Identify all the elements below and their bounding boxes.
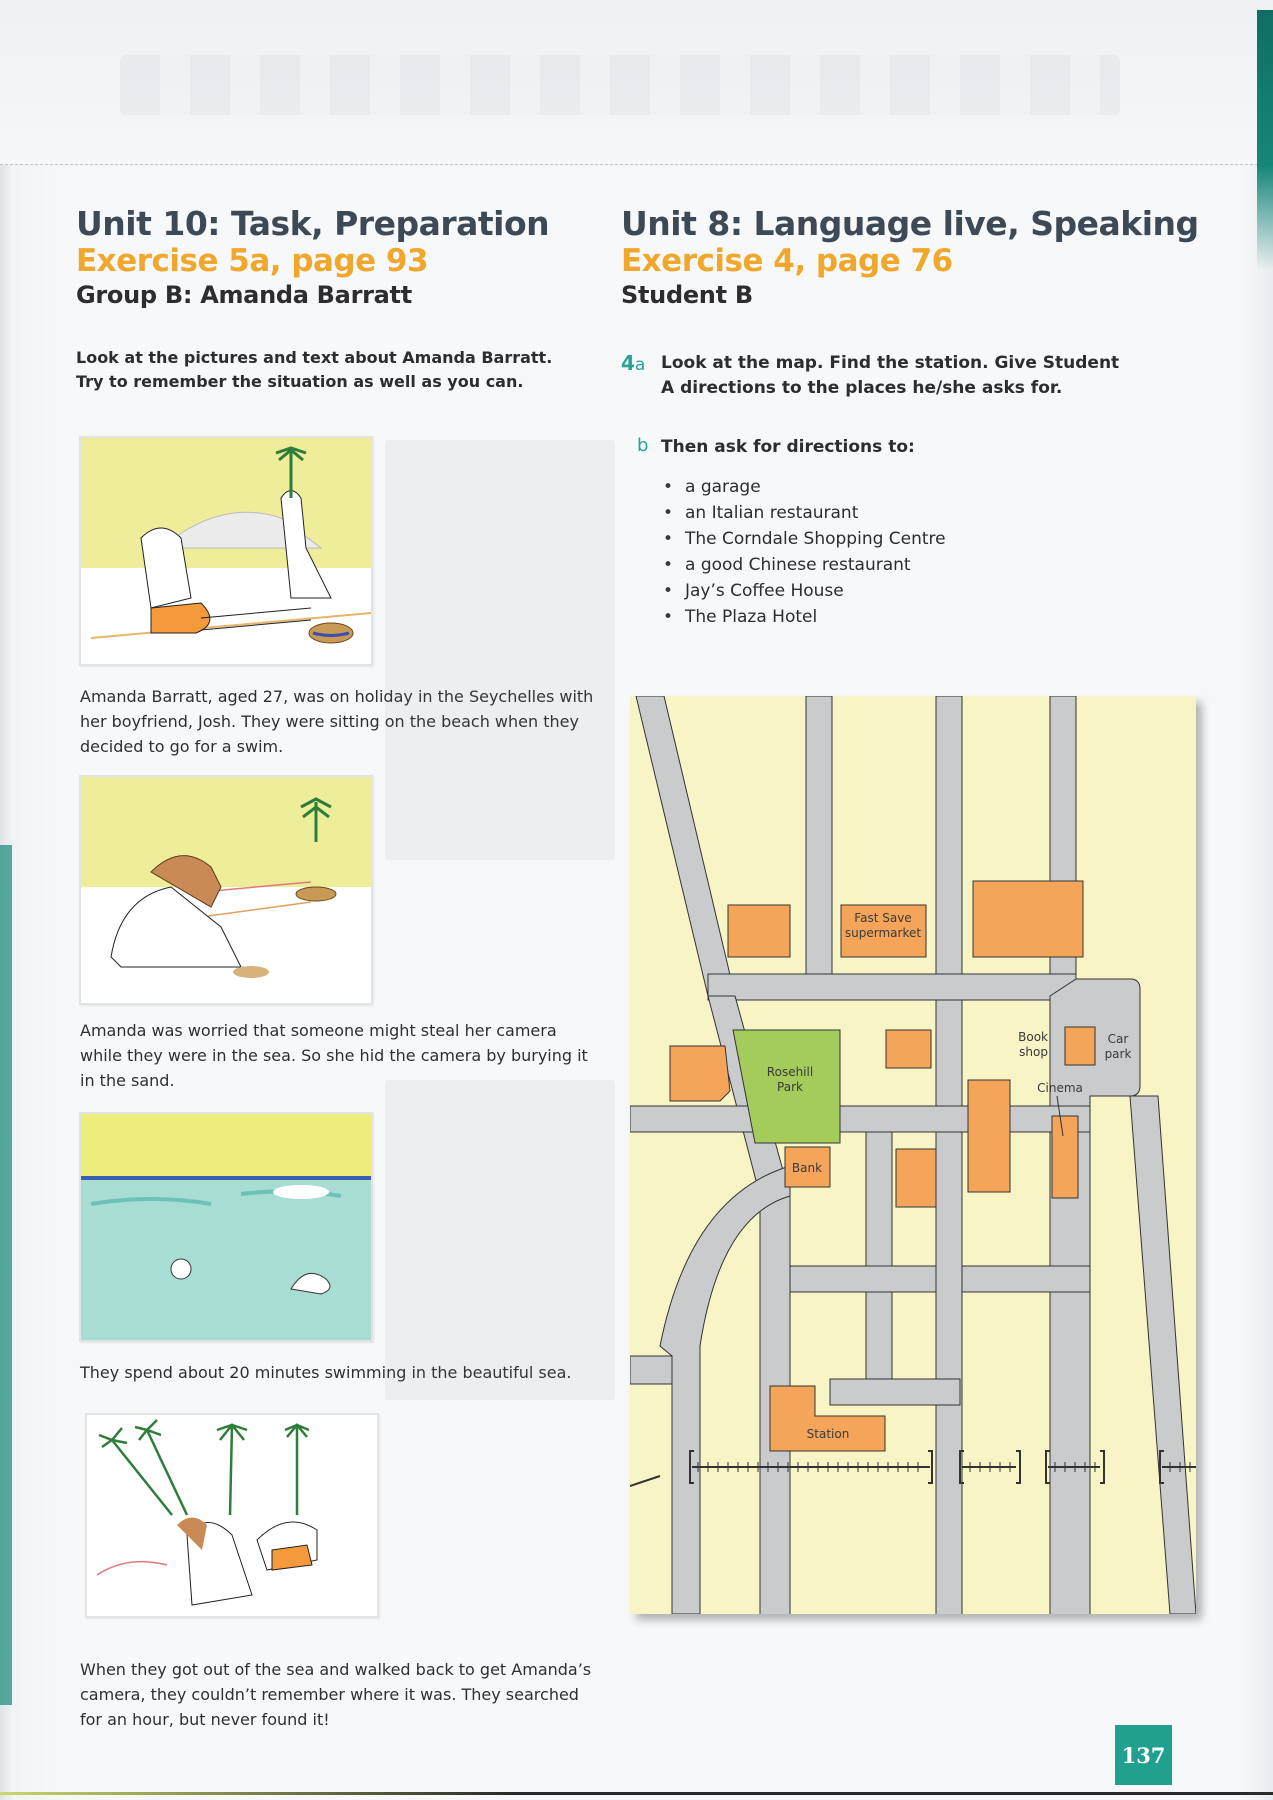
swimming-illustration-icon bbox=[79, 1112, 373, 1342]
bleed-through-text bbox=[385, 440, 615, 860]
town-map bbox=[630, 696, 1196, 1614]
svg-text:Station: Station bbox=[806, 1427, 850, 1441]
exercise-letter-b: b bbox=[637, 435, 649, 456]
svg-text:Car: Car bbox=[1107, 1032, 1129, 1046]
svg-text:Bank: Bank bbox=[791, 1161, 823, 1175]
page-edge-tab-right bbox=[1257, 10, 1273, 270]
beach-couple-illustration-icon bbox=[79, 436, 373, 666]
svg-text:Cinema: Cinema bbox=[1037, 1081, 1083, 1095]
page-edge-tab bbox=[0, 845, 12, 1705]
right-column bbox=[621, 205, 1221, 630]
searching-sand-illustration-icon bbox=[85, 1413, 379, 1618]
caption-1: Amanda Barratt, aged 27, was on holiday in the Seychelles with her boyfriend, Josh. They were sitting on the beach when they decided to go for a swim. bbox=[80, 687, 594, 756]
burying-camera-illustration-icon bbox=[79, 775, 373, 1005]
svg-text:Rosehill: Rosehill bbox=[766, 1065, 814, 1079]
list-item: • a garage bbox=[663, 474, 1221, 500]
caption-3: They spend about 20 minutes swimming in the beautiful sea. bbox=[80, 1363, 572, 1382]
list-item: • The Corndale Shopping Centre bbox=[663, 526, 1221, 552]
directions-list bbox=[663, 474, 1221, 630]
exercise-number: 4a bbox=[621, 351, 646, 375]
right-exercise-title: Exercise 4, page 76 bbox=[621, 243, 953, 279]
svg-text:Park: Park bbox=[777, 1080, 803, 1094]
intro-line-1: Look at the pictures and text about Amanda Barratt. bbox=[76, 348, 553, 367]
list-item: • a good Chinese restaurant bbox=[663, 552, 1221, 578]
exercise-4b-instruction: Then ask for directions to: bbox=[661, 437, 915, 457]
left-group-title: Group B: Amanda Barratt bbox=[76, 281, 412, 309]
list-item: • The Plaza Hotel bbox=[663, 604, 1221, 630]
left-column bbox=[76, 205, 616, 394]
left-exercise-title: Exercise 5a, page 93 bbox=[76, 243, 429, 279]
exercise-4a bbox=[621, 351, 1221, 401]
svg-text:Fast Save: Fast Save bbox=[854, 911, 912, 925]
intro-line-2: Try to remember the situation as well as you can. bbox=[76, 372, 524, 391]
right-group-title: Student B bbox=[621, 281, 753, 309]
page-number: 137 bbox=[1115, 1725, 1172, 1785]
list-item: • an Italian restaurant bbox=[663, 500, 1221, 526]
svg-text:supermarket: supermarket bbox=[844, 926, 922, 940]
bleed-through-text bbox=[385, 1080, 615, 1400]
left-intro bbox=[76, 346, 616, 394]
page-bottom-edge bbox=[0, 1792, 1273, 1795]
faded-header-band bbox=[0, 0, 1273, 165]
svg-text:Book: Book bbox=[1018, 1030, 1048, 1044]
bleed-through-header bbox=[120, 55, 1120, 115]
svg-text:park: park bbox=[1104, 1047, 1132, 1061]
caption-4: When they got out of the sea and walked back to get Amanda’s camera, they couldn’t remember where it was. They searched for an hour, but never found it! bbox=[80, 1660, 592, 1729]
left-unit-title: Unit 10: Task, Preparation bbox=[76, 204, 550, 243]
list-item: • Jay’s Coffee House bbox=[663, 578, 1221, 604]
exercise-4b bbox=[621, 435, 1221, 460]
svg-text:shop: shop bbox=[1019, 1045, 1048, 1059]
caption-2: Amanda was worried that someone might steal her camera while they were in the sea. So she hid the camera by burying it in the sand. bbox=[80, 1021, 588, 1090]
exercise-4a-instruction: Look at the map. Find the station. Give Student A directions to the places he/she asks for. bbox=[661, 353, 1120, 398]
right-unit-title: Unit 8: Language live, Speaking bbox=[621, 204, 1199, 243]
